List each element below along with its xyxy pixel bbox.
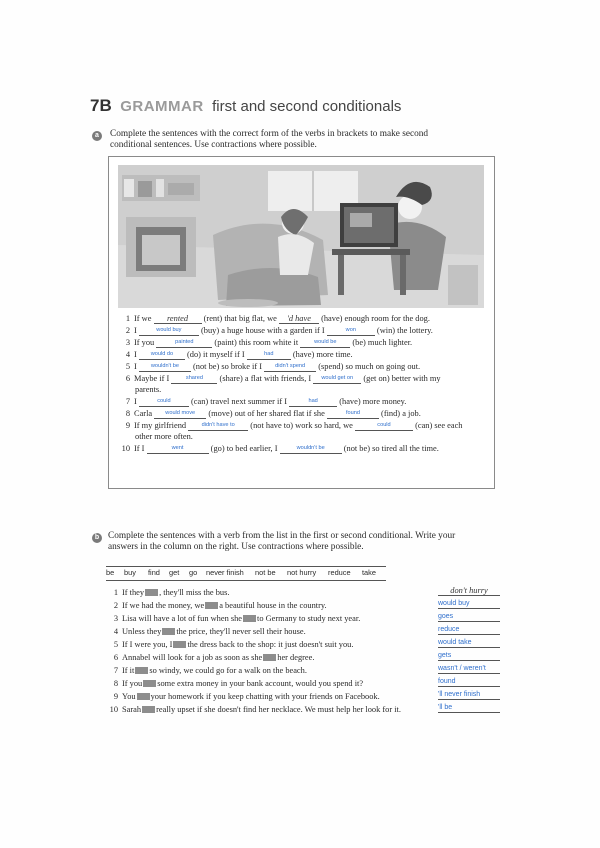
sentence-b-2: 2 If we had the money, we a beautiful house in the country. — [113, 601, 327, 610]
answer-field: would buy — [438, 599, 500, 609]
word-list-item: find — [148, 568, 160, 577]
section-label: GRAMMAR — [120, 98, 204, 115]
topic-label: first and second conditionals — [212, 98, 402, 115]
sentence-b-10: 10 Sarah really upset if she doesn't find her necklace. We must help her look for it. — [109, 705, 401, 714]
sentence-b-1: 1 If they , they'll miss the bus. — [113, 588, 230, 597]
sentence-a-4: 4 I would do (do) it myself if I had (have) more time. — [125, 350, 353, 359]
exercise-b-badge: b — [92, 533, 102, 543]
exercise-b-instruction: Complete the sentences with a verb from the list in the first or second conditional. Write your answers in the column on the right. Use contractions where possible. — [108, 531, 456, 552]
sentence-a-8: 8 Carla would move (move) out of her shared flat if she found (find) a job. — [125, 409, 421, 418]
unit-code: 7B — [90, 96, 112, 115]
word-list-item: buy — [124, 568, 136, 577]
sentence-a-9: 9 If my girlfriend didn't have to (not have to) work so hard, we could (can) see each — [125, 421, 463, 430]
sentence-b-7: 7 If it so windy, we could go for a walk on the beach. — [113, 666, 307, 675]
answer-field: reduce — [438, 625, 500, 635]
word-list-item: go — [189, 568, 198, 577]
word-list-item: be — [106, 568, 115, 577]
word-list-item: not be — [255, 568, 276, 577]
word-list-item: take — [362, 568, 376, 577]
exercise-a-instruction: Complete the sentences with the correct form of the verbs in brackets to make second conditional sentences. Use contractions where possible. — [110, 129, 429, 150]
word-list-item: reduce — [328, 568, 351, 577]
sentence-b-9: 9 You your homework if you keep chatting with your friends on Facebook. — [113, 692, 380, 701]
answer-field: wasn't / weren't — [438, 664, 500, 674]
sentence-a-5: 5 I wouldn't be (not be) so broke if I didn't spend (spend) so much on going out. — [125, 362, 421, 371]
sentence-b-6: 6 Annabel will look for a job as soon as she her degree. — [113, 653, 315, 662]
word-list-item: get — [169, 568, 180, 577]
sentence-a-1: 1 If we rented (rent) that big flat, we 'd have (have) enough room for the dog. — [125, 314, 430, 323]
sentence-b-5: 5 If I were you, I the dress back to the shop: it just doesn't suit you. — [113, 640, 354, 649]
sentence-a-3: 3 If you painted (paint) this room white it would be (be) much lighter. — [125, 338, 413, 347]
answer-field: don't hurry — [438, 586, 500, 596]
illustration — [118, 165, 484, 308]
answer-field: goes — [438, 612, 500, 622]
answer-field: 'll be — [438, 703, 500, 713]
word-list — [106, 566, 386, 581]
answer-field: gets — [438, 651, 500, 661]
sentence-a-7: 7 I could (can) travel next summer if I had (have) more money. — [125, 397, 407, 406]
exercise-a-badge: a — [92, 131, 102, 141]
word-list-item: never finish — [206, 568, 244, 577]
answer-field: found — [438, 677, 500, 687]
sentence-a-2: 2 I would buy (buy) a huge house with a garden if I won (win) the lottery. — [125, 326, 433, 335]
sentence-b-8: 8 If you some extra money in your bank account, would you spend it? — [113, 679, 364, 688]
answer-field: 'll never finish — [438, 690, 500, 700]
sentence-a-6: 6 Maybe if I shared (share) a flat with friends, I would get on (get on) better with my — [125, 374, 441, 383]
sentence-b-4: 4 Unless they the price, they'll never sell their house. — [113, 627, 306, 636]
sentence-a-10: 10 If I went (go) to bed earlier, I wouldn't be (not be) so tired all the time. — [121, 444, 439, 453]
page-title — [90, 96, 401, 116]
sentence-b-3: 3 Lisa will have a lot of fun when she to Germany to study next year. — [113, 614, 361, 623]
answer-field: would take — [438, 638, 500, 648]
word-list-item: not hurry — [287, 568, 317, 577]
